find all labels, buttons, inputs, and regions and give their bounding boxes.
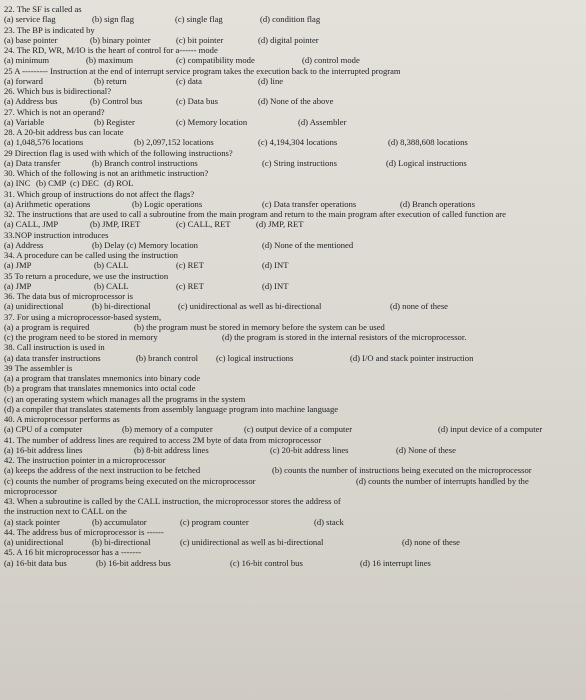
text-line bbox=[0, 66, 586, 76]
text-line bbox=[0, 158, 586, 168]
text-line bbox=[0, 496, 586, 506]
option-text: (c) Memory location bbox=[176, 116, 248, 127]
question-text: 33.NOP instruction introduces bbox=[4, 229, 109, 240]
option-text: (b) return bbox=[94, 75, 127, 86]
option-text: (c) single flag bbox=[175, 14, 223, 25]
text-line bbox=[0, 117, 586, 127]
question-text: 42. The instruction pointer in a microprocessor bbox=[4, 455, 166, 465]
option-text: (b) Register bbox=[94, 116, 135, 127]
option-text: (b) 16-bit address bus bbox=[96, 557, 171, 568]
text-line bbox=[0, 353, 586, 363]
option-text: (a) data transfer instructions bbox=[4, 352, 101, 363]
option-text: (c) unidirectional as well as bi-directional bbox=[180, 537, 324, 547]
text-line bbox=[0, 342, 586, 352]
text-line bbox=[0, 168, 586, 178]
option-text: (c) RET bbox=[176, 260, 204, 271]
option-text: (b) bi-directional bbox=[92, 537, 151, 547]
question-text: 26. Which bus is bidirectional? bbox=[4, 86, 112, 96]
option-text: (c) compatibility mode bbox=[176, 55, 255, 66]
option-text: (c) an operating system which manages all the programs in the system bbox=[4, 393, 246, 404]
option-text: (a) CPU of a computer bbox=[4, 424, 83, 435]
text-line bbox=[0, 189, 586, 199]
question-text: 35 To return a procedure, we use the instruction bbox=[4, 270, 169, 281]
option-text: (a) base pointer bbox=[4, 34, 58, 45]
text-line bbox=[0, 445, 586, 455]
text-line bbox=[0, 250, 586, 260]
option-text: (d) None of the mentioned bbox=[262, 239, 354, 250]
option-text: (a) service flag bbox=[4, 14, 56, 25]
text-line bbox=[0, 86, 586, 96]
option-text: (c) Data bus bbox=[176, 96, 218, 107]
option-text: (b) branch control bbox=[136, 352, 199, 363]
option-text: (b) Control bus bbox=[90, 96, 143, 107]
text-line bbox=[0, 476, 586, 486]
option-text: (d) INT bbox=[262, 280, 289, 291]
option-text: (c) Data transfer operations bbox=[262, 198, 357, 209]
question-text: 31. Which group of instructions do not affect the flags? bbox=[4, 188, 195, 199]
text-line bbox=[0, 199, 586, 209]
option-text: (c) 16-bit control bus bbox=[230, 557, 303, 568]
text-line bbox=[0, 96, 586, 106]
question-text: 27. Which is not an operand? bbox=[4, 106, 105, 117]
text-line bbox=[0, 291, 586, 301]
option-text: (c) the program need to be stored in memory bbox=[4, 332, 158, 342]
option-text: (a) JMP bbox=[4, 260, 32, 271]
option-text: (a) INC bbox=[4, 178, 31, 189]
question-text: 41. The number of address lines are required to access 2M byte of data from microprocessor bbox=[4, 434, 322, 445]
text-line bbox=[0, 486, 586, 496]
text-line bbox=[0, 178, 586, 188]
option-text: (a) keeps the address of the next instruction to be fetched bbox=[4, 465, 201, 476]
option-text: (b) CALL bbox=[94, 260, 129, 271]
question-text: 37. For using a microprocessor-based system, bbox=[4, 311, 162, 322]
text-line bbox=[0, 373, 586, 383]
question-text: 23. The BP is indicated by bbox=[4, 24, 95, 35]
text-line bbox=[0, 25, 586, 35]
option-text: (d) 16 interrupt lines bbox=[360, 557, 431, 568]
option-text: (a) Arithmetic operations bbox=[4, 198, 91, 209]
text-line bbox=[0, 45, 586, 55]
question-text: 28. A 20-bit address bus can locate bbox=[4, 127, 124, 137]
option-text: (a) a program that translates mnemonics into binary code bbox=[4, 373, 201, 383]
text-line bbox=[0, 4, 586, 14]
text-line bbox=[0, 219, 586, 229]
option-text: (c) unidirectional as well as bi-directional bbox=[178, 301, 322, 312]
option-text: (b) Branch control instructions bbox=[92, 157, 198, 168]
text-line bbox=[0, 394, 586, 404]
option-text: (b) Delay (c) Memory location bbox=[92, 239, 198, 250]
question-text: 43. When a subroutine is called by the CALL instruction, the microprocessor stores the address of bbox=[4, 496, 341, 506]
option-text: (d) control mode bbox=[302, 55, 360, 66]
option-text: (b) 2,097,152 locations bbox=[134, 137, 214, 148]
question-text: 32. The instructions that are used to call a subroutine from the main program and return to the main program after execution of called function are bbox=[4, 209, 506, 219]
option-text: (d) INT bbox=[262, 260, 289, 271]
option-text: (c) CALL, RET bbox=[176, 219, 231, 230]
question-text: 25 A --------- Instruction at the end of interrupt service program takes the execution back to the interrupted program bbox=[4, 65, 401, 76]
option-text: (d) Logical instructions bbox=[386, 157, 467, 168]
text-line bbox=[0, 137, 586, 147]
question-text: 36. The data bus of microprocessor is bbox=[4, 291, 133, 301]
text-line bbox=[0, 148, 586, 158]
option-text: (a) unidirectional bbox=[4, 301, 64, 312]
option-text: (d) stack bbox=[314, 516, 344, 527]
option-text: (d) none of these bbox=[390, 301, 448, 312]
option-text: (c) program counter bbox=[180, 516, 249, 527]
option-text: (d) the program is stored in the internal resistors of the microprocessor. bbox=[222, 332, 467, 342]
question-text: 30. Which of the following is not an arithmetic instruction? bbox=[4, 168, 209, 178]
option-text: (a) 16-bit data bus bbox=[4, 557, 67, 568]
text-line bbox=[0, 127, 586, 137]
text-line bbox=[0, 76, 586, 86]
option-text: (a) 16-bit address lines bbox=[4, 444, 83, 455]
option-text: (b) 8-bit address lines bbox=[134, 444, 209, 455]
option-text: (b) a program that translates mnemonics into octal code bbox=[4, 383, 196, 394]
text-line bbox=[0, 209, 586, 219]
text-line bbox=[0, 517, 586, 527]
question-text: 22. The SF is called as bbox=[4, 4, 82, 14]
option-text: (d) digital pointer bbox=[258, 34, 319, 45]
option-text: (c) bit pointer bbox=[176, 34, 224, 45]
option-text: (b) maximum bbox=[86, 55, 134, 66]
text-line bbox=[0, 107, 586, 117]
text-line bbox=[0, 547, 586, 557]
option-text: (c) 4,194,304 locations bbox=[258, 137, 338, 148]
option-text: (b) binary pointer bbox=[90, 34, 151, 45]
option-text: (d) None of the above bbox=[258, 96, 334, 107]
option-text: (d) counts the number of interrupts handled by the bbox=[356, 475, 529, 486]
question-text: 38. Call instruction is used in bbox=[4, 342, 105, 353]
text-line bbox=[0, 527, 586, 537]
question-text: 34. A procedure can be called using the instruction bbox=[4, 250, 178, 260]
text-line bbox=[0, 414, 586, 424]
option-text: (d) I/O and stack pointer instruction bbox=[350, 352, 474, 363]
text-line bbox=[0, 35, 586, 45]
text-line bbox=[0, 322, 586, 332]
option-text: (c) logical instructions bbox=[216, 352, 294, 363]
option-text: (b) sign flag bbox=[92, 14, 135, 25]
option-text: (d) Assembler bbox=[298, 116, 347, 127]
text-line bbox=[0, 363, 586, 373]
text-line bbox=[0, 537, 586, 547]
option-text: (d) Branch operations bbox=[400, 198, 475, 209]
option-text: (b) accumulator bbox=[92, 516, 147, 527]
option-text: (c) RET bbox=[176, 280, 204, 291]
text-line bbox=[0, 281, 586, 291]
option-text: (b) counts the number of instructions being executed on the microprocessor bbox=[272, 465, 532, 476]
option-text: (b) Logic operations bbox=[132, 198, 203, 209]
option-text: (d) JMP, RET bbox=[256, 219, 304, 230]
option-text: (a) JMP bbox=[4, 280, 32, 291]
option-text: (d) line bbox=[258, 75, 284, 86]
option-text: (a) a program is required bbox=[4, 321, 90, 332]
option-text: (c) data bbox=[176, 75, 202, 86]
text-line bbox=[0, 424, 586, 434]
text-line bbox=[0, 55, 586, 65]
text-line bbox=[0, 558, 586, 568]
option-text: (a) 1,048,576 locations bbox=[4, 137, 84, 148]
option-text: (a) Data transfer bbox=[4, 157, 61, 168]
text-line bbox=[0, 240, 586, 250]
option-text: (a) forward bbox=[4, 75, 43, 86]
option-text: (b) bi-directional bbox=[92, 301, 151, 312]
option-text: (b) CMP bbox=[36, 178, 67, 189]
option-text: (a) stack pointer bbox=[4, 516, 60, 527]
option-text: (d) None of these bbox=[396, 444, 456, 455]
option-text: (c) 20-bit address lines bbox=[270, 444, 349, 455]
option-text: the instruction next to CALL on the bbox=[4, 506, 127, 517]
option-text: (c) String instructions bbox=[262, 157, 337, 168]
text-line bbox=[0, 332, 586, 342]
text-line bbox=[0, 312, 586, 322]
question-text: 39 The assembler is bbox=[4, 362, 73, 373]
text-line bbox=[0, 230, 586, 240]
text-line bbox=[0, 301, 586, 311]
text-line bbox=[0, 383, 586, 393]
question-text: 24. The RD, WR, M/IO is the heart of control for a------ mode bbox=[4, 45, 218, 55]
text-line bbox=[0, 404, 586, 414]
option-text: (c) output device of a computer bbox=[244, 424, 353, 435]
option-text: (d) condition flag bbox=[260, 14, 321, 25]
option-text: microprocessor bbox=[4, 485, 57, 496]
text-line bbox=[0, 260, 586, 270]
text-line bbox=[0, 271, 586, 281]
question-text: 45. A 16 bit microprocessor has a ------- bbox=[4, 547, 141, 558]
option-text: (b) the program must be stored in memory before the system can be used bbox=[134, 321, 385, 332]
text-line bbox=[0, 435, 586, 445]
text-line bbox=[0, 465, 586, 475]
option-text: (a) Variable bbox=[4, 116, 45, 127]
option-text: (d) none of these bbox=[402, 537, 460, 547]
question-text: 29 Direction flag is used with which of the following instructions? bbox=[4, 147, 233, 158]
option-text: (c) DEC bbox=[70, 178, 99, 189]
option-text: (b) memory of a computer bbox=[122, 424, 213, 435]
option-text: (b) JMP, IRET bbox=[90, 219, 141, 230]
option-text: (d) 8,388,608 locations bbox=[388, 137, 468, 148]
option-text: (c) counts the number of programs being executed on the microprocessor bbox=[4, 475, 256, 486]
text-line bbox=[0, 506, 586, 516]
option-text: (d) a compiler that translates statements from assembly language program into machine language bbox=[4, 403, 339, 414]
question-lines bbox=[0, 4, 586, 568]
option-text: (a) Address bbox=[4, 239, 44, 250]
option-text: (d) input device of a computer bbox=[438, 424, 543, 435]
option-text: (b) CALL bbox=[94, 280, 129, 291]
text-line bbox=[0, 14, 586, 24]
question-text: 40. A microprocessor performs as bbox=[4, 414, 120, 424]
text-line bbox=[0, 455, 586, 465]
option-text: (a) minimum bbox=[4, 55, 50, 66]
option-text: (a) unidirectional bbox=[4, 537, 64, 547]
option-text: (d) ROL bbox=[104, 178, 134, 189]
option-text: (a) CALL, JMP bbox=[4, 219, 59, 230]
question-text: 44. The address bus of microprocessor is ------ bbox=[4, 526, 164, 537]
option-text: (a) Address bus bbox=[4, 96, 58, 107]
